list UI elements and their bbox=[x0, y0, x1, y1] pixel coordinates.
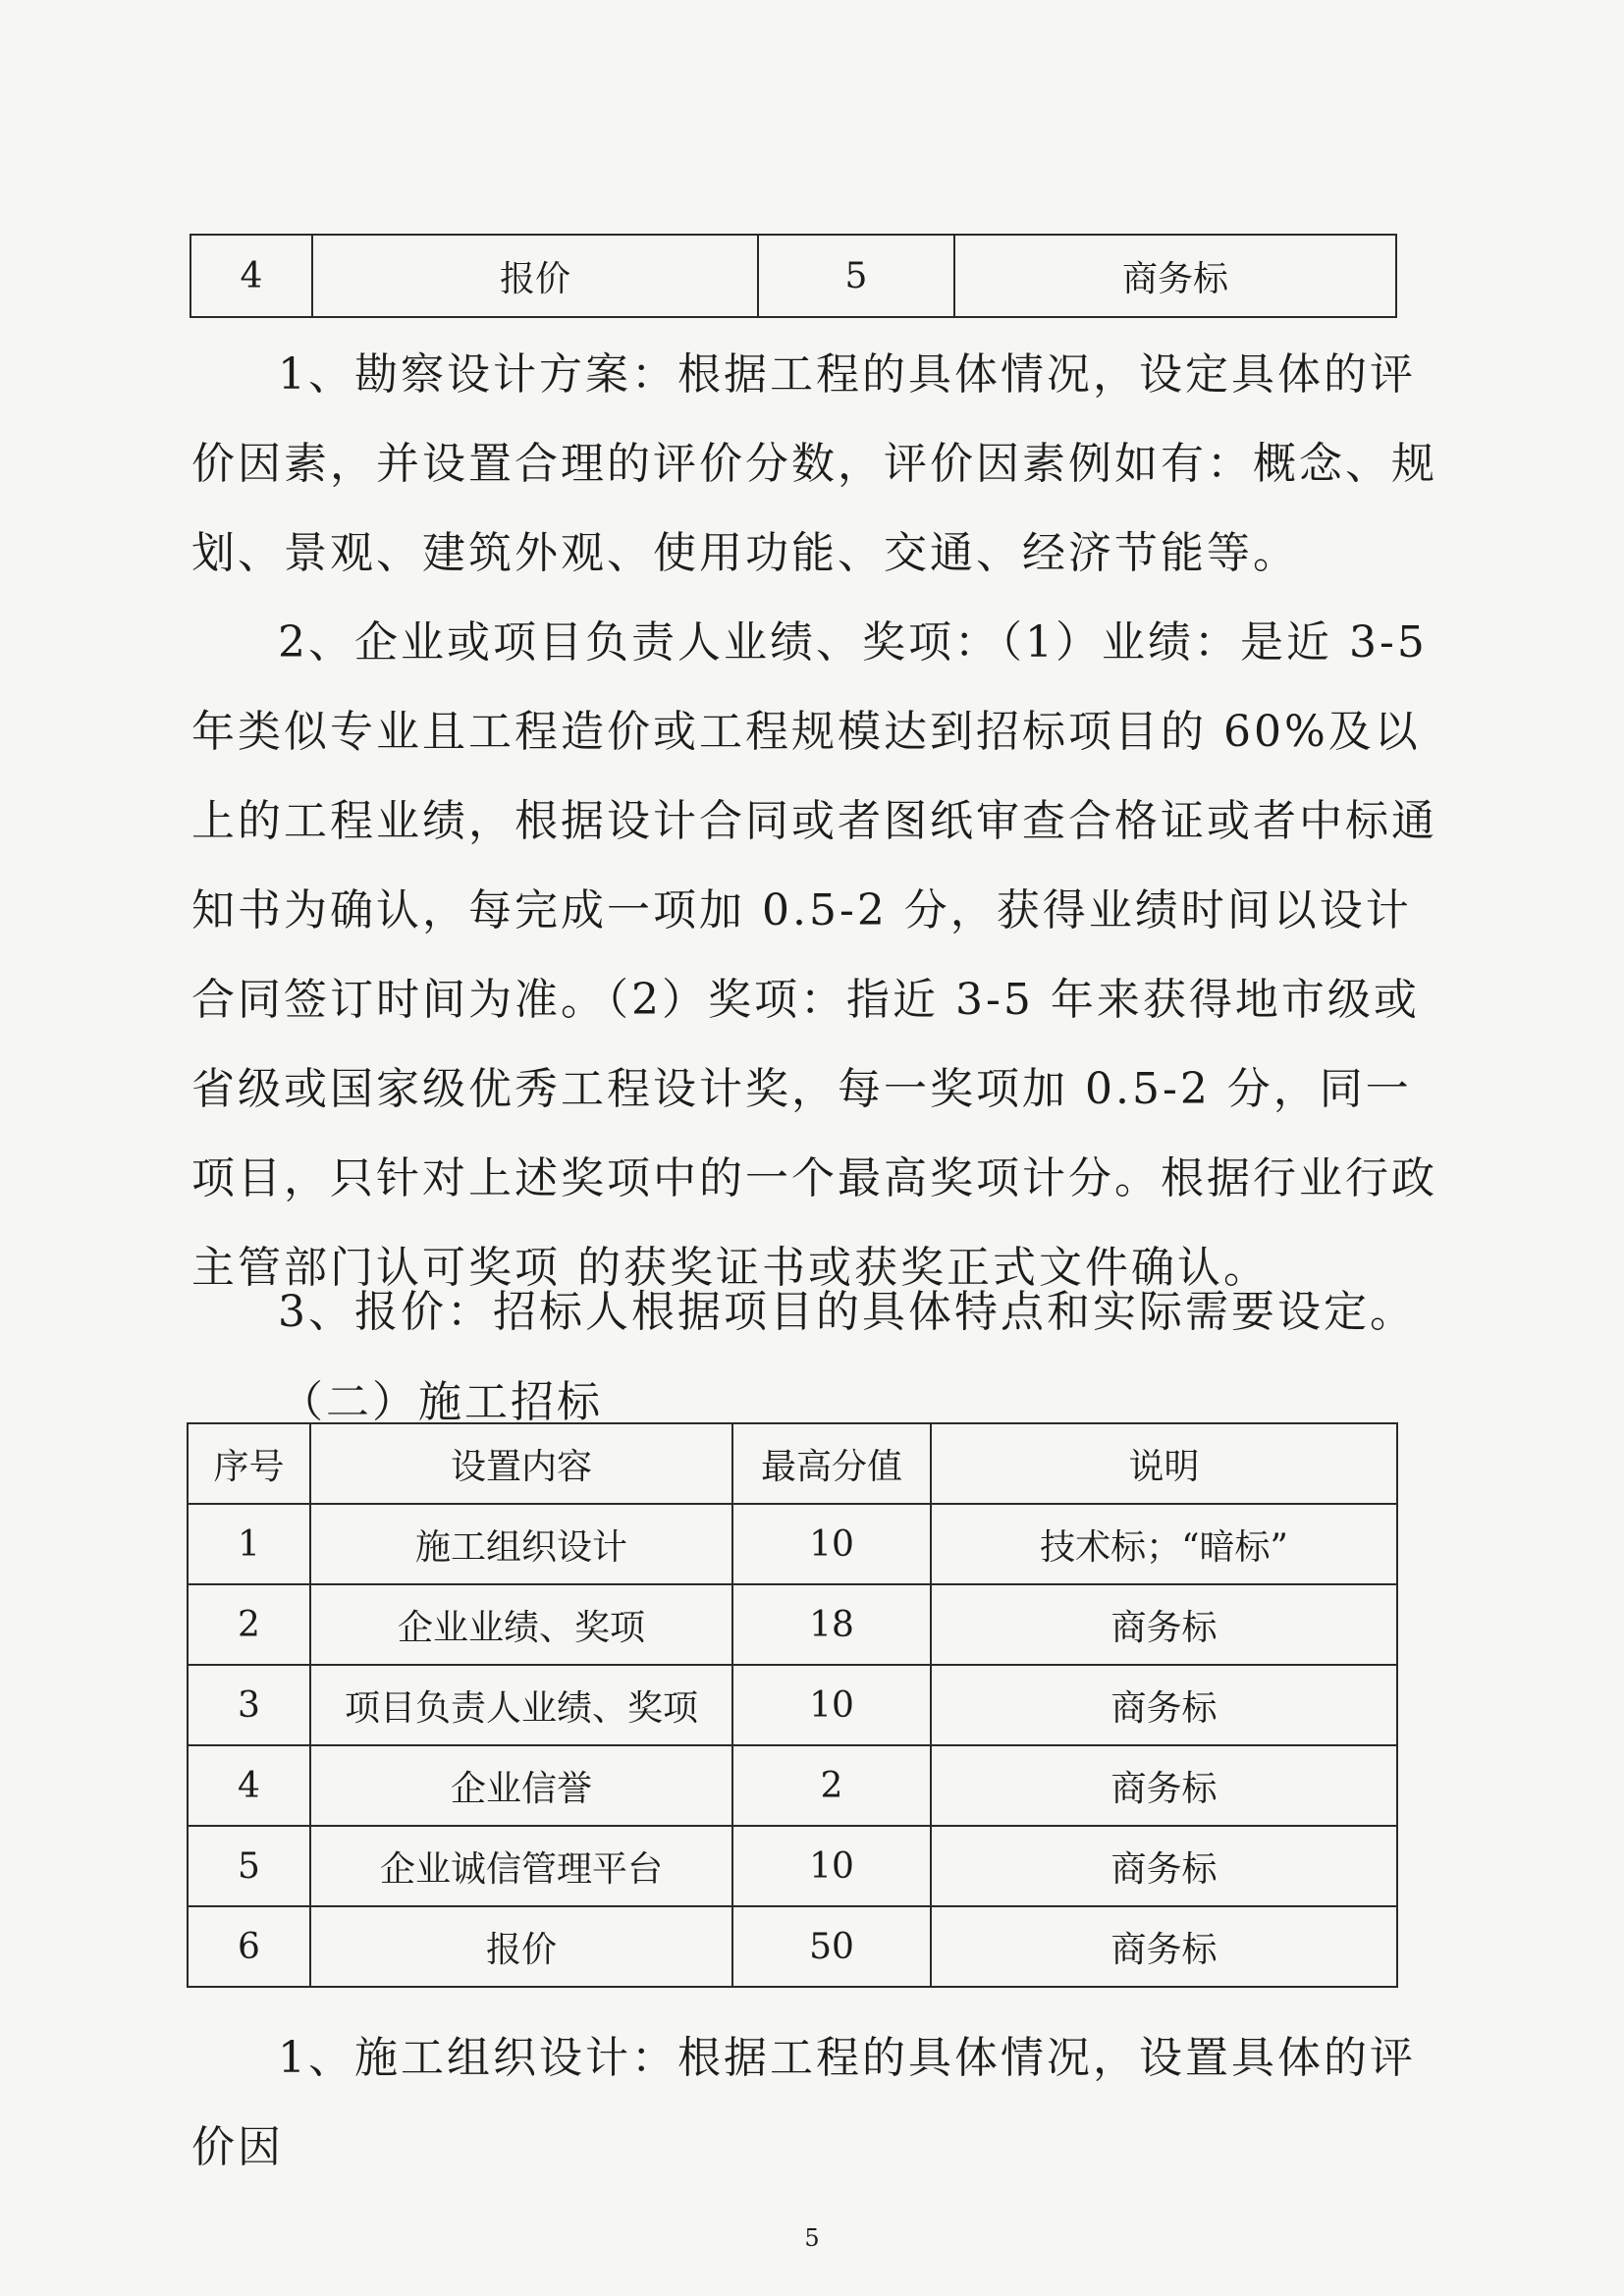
cell-content: 企业信誉 bbox=[310, 1745, 732, 1826]
paragraph-text: 1、勘察设计方案：根据工程的具体情况，设定具体的评价因素，并设置合理的评价分数，评价因素例如有：概念、规划、景观、建筑外观、使用功能、交通、经济节能等。 bbox=[191, 349, 1437, 578]
construction-scoring-table bbox=[187, 1422, 1398, 1988]
table-row bbox=[188, 1745, 1397, 1826]
cell-note: 商务标 bbox=[954, 235, 1396, 317]
table-row bbox=[188, 1584, 1397, 1665]
table-row bbox=[188, 1665, 1397, 1745]
paragraph-construction-design bbox=[191, 2013, 1438, 2192]
cell-score: 10 bbox=[732, 1665, 931, 1745]
cell-index: 4 bbox=[188, 1745, 310, 1826]
section-heading: （二）施工招标 bbox=[280, 1377, 603, 1427]
header-note: 说明 bbox=[931, 1423, 1397, 1504]
page-number: 5 bbox=[804, 2224, 820, 2252]
table-header-row bbox=[188, 1423, 1397, 1504]
paragraph-performance-awards bbox=[191, 598, 1438, 1312]
header-index: 序号 bbox=[188, 1423, 310, 1504]
cell-index: 6 bbox=[188, 1906, 310, 1987]
cell-note: 商务标 bbox=[931, 1665, 1397, 1745]
cell-score: 10 bbox=[732, 1826, 931, 1906]
cell-index: 2 bbox=[188, 1584, 310, 1665]
cell-content: 施工组织设计 bbox=[310, 1504, 732, 1584]
paragraph-text: 2、企业或项目负责人业绩、奖项：（1）业绩：是近 3-5 年类似专业且工程造价或工程规模达到招标项目的 60%及以上的工程业绩，根据设计合同或者图纸审查合格证或者中标通知书为确认，每完成一项加 0.5-2 分，获得业绩时间以设计合同签订时间为准。（2）奖项：指近 3-5 年来获得地市级或省级或国家级优秀工程设计奖，每一奖项加 0.5-2 分，同一项目，只针对上述奖项中的一个最高奖项计分。根据行业行政主管部门认可奖项 的获奖证书或获奖正式文件确认。 bbox=[191, 617, 1437, 1293]
cell-note: 商务标 bbox=[931, 1906, 1397, 1987]
cell-content: 报价 bbox=[312, 235, 758, 317]
cell-content: 企业诚信管理平台 bbox=[310, 1826, 732, 1906]
cell-score: 18 bbox=[732, 1584, 931, 1665]
header-score: 最高分值 bbox=[732, 1423, 931, 1504]
cell-score: 10 bbox=[732, 1504, 931, 1584]
table-row bbox=[188, 1504, 1397, 1584]
cell-score: 2 bbox=[732, 1745, 931, 1826]
cell-index: 5 bbox=[188, 1826, 310, 1906]
cell-content: 报价 bbox=[310, 1906, 732, 1987]
header-content: 设置内容 bbox=[310, 1423, 732, 1504]
cell-content: 项目负责人业绩、奖项 bbox=[310, 1665, 732, 1745]
table-row bbox=[188, 1826, 1397, 1906]
paragraph-text: 1、施工组织设计：根据工程的具体情况，设置具体的评价因 bbox=[191, 2033, 1416, 2172]
cell-score: 5 bbox=[758, 235, 954, 317]
cell-index: 4 bbox=[190, 235, 312, 317]
cell-note: 商务标 bbox=[931, 1745, 1397, 1826]
paragraph-text: 3、报价：招标人根据项目的具体特点和实际需要设定。 bbox=[278, 1287, 1416, 1337]
cell-note: 技术标；“暗标” bbox=[931, 1504, 1397, 1584]
cell-index: 3 bbox=[188, 1665, 310, 1745]
cell-content: 企业业绩、奖项 bbox=[310, 1584, 732, 1665]
paragraph-design-plan bbox=[191, 330, 1438, 598]
scoring-table-continued bbox=[189, 234, 1397, 318]
paragraph-price bbox=[191, 1267, 1438, 1357]
cell-score: 50 bbox=[732, 1906, 931, 1987]
table-row bbox=[190, 235, 1396, 317]
table-row bbox=[188, 1906, 1397, 1987]
cell-note: 商务标 bbox=[931, 1826, 1397, 1906]
cell-note: 商务标 bbox=[931, 1584, 1397, 1665]
cell-index: 1 bbox=[188, 1504, 310, 1584]
